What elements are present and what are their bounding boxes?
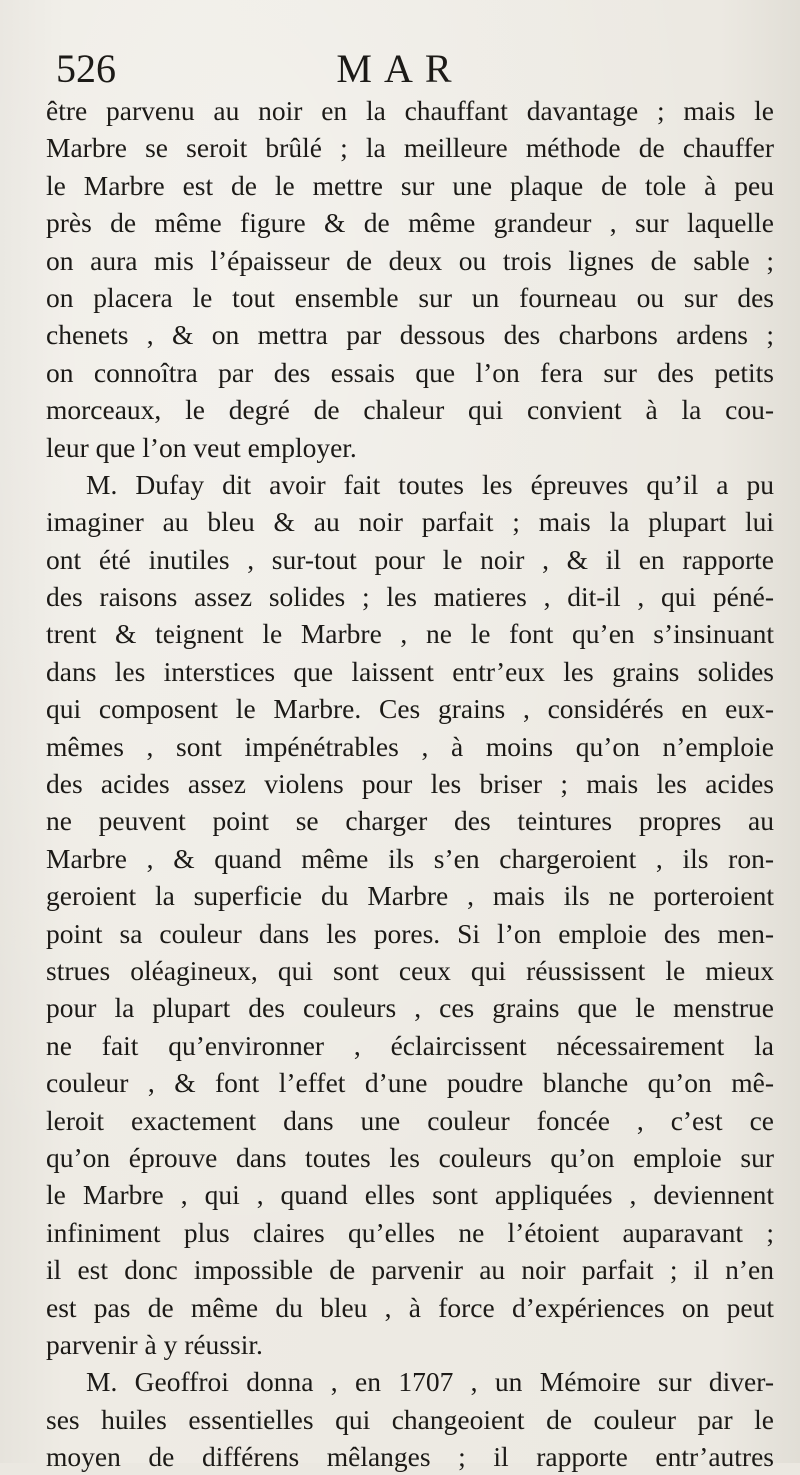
text-line: strues oléagineux, qui sont ceux qui réussissent le mieux	[46, 954, 774, 986]
text-line: ses huiles essentielles qui changeoient de couleur par le	[46, 1403, 774, 1435]
text-line: ne peuvent point se charger des teintures propres au	[46, 805, 774, 837]
running-head: MAR	[336, 46, 464, 91]
text-line: pour la plupart des couleurs , ces grains que le menstrue	[46, 992, 774, 1024]
text-line: trent & teignent le Marbre , ne le font qu’en s’insinuant	[46, 618, 774, 650]
text-line: dans les interstices que laissent entr’eux les grains solides	[46, 655, 774, 687]
text-line: chenets , & on mettra par dessous des charbons ardens ;	[46, 319, 774, 351]
page-number: 526	[56, 46, 116, 91]
text-line: on aura mis l’épaisseur de deux ou trois lignes de sable ;	[46, 244, 774, 276]
text-line: des acides assez violens pour les briser ; mais les acides	[46, 768, 774, 800]
text-line: le Marbre , qui , quand elles sont appliquées , deviennent	[46, 1179, 774, 1211]
body-text	[46, 92, 774, 1475]
page-header	[0, 44, 800, 94]
text-line: ne fait qu’environner , éclaircissent nécessairement la	[46, 1029, 774, 1061]
text-line: Marbre se seroit brûlé ; la meilleure méthode de chauffer	[46, 132, 774, 164]
text-line: ont été inutiles , sur-tout pour le noir , & il en rapporte	[46, 543, 774, 575]
text-line: point sa couleur dans les pores. Si l’on emploie des men-	[46, 917, 774, 949]
text-line: couleur , & font l’effet d’une poudre blanche qu’on mê-	[46, 1067, 774, 1099]
text-line: on placera le tout ensemble sur un fourneau ou sur des	[46, 281, 774, 313]
text-line: parvenir à y réussir.	[46, 1328, 263, 1360]
text-line: leroit exactement dans une couleur foncée , c’est ce	[46, 1104, 774, 1136]
text-line: le Marbre est de le mettre sur une plaque de tole à peu	[46, 169, 774, 201]
text-line: geroient la superficie du Marbre , mais ils ne porteroient	[46, 880, 774, 912]
text-line: Marbre , & quand même ils s’en chargeroient , ils ron-	[46, 842, 774, 874]
text-line: leur que l’on veut employer.	[46, 431, 357, 463]
text-line: on connoîtra par des essais que l’on fera sur des petits	[46, 356, 774, 388]
text-line: qui composent le Marbre. Ces grains , considérés en eux-	[46, 693, 774, 725]
text-line: morceaux, le degré de chaleur qui convient à la cou-	[46, 394, 774, 426]
text-line: moyen de différens mêlanges ; il rapporte entr’autres	[46, 1441, 774, 1473]
text-line: être parvenu au noir en la chauffant davantage ; mais le	[46, 95, 774, 126]
text-line: M. Geoffroi donna , en 1707 , un Mémoire sur diver-	[86, 1366, 774, 1398]
text-line: M. Dufay dit avoir fait toutes les épreuves qu’il a pu	[86, 468, 774, 500]
text-line: près de même figure & de même grandeur , sur laquelle	[46, 207, 774, 239]
text-line: des raisons assez solides ; les matieres , dit-il , qui péné-	[46, 581, 774, 613]
text-line: il est donc impossible de parvenir au noir parfait ; il n’en	[46, 1254, 774, 1286]
text-line: imaginer au bleu & au noir parfait ; mais la plupart lui	[46, 506, 774, 538]
text-line: mêmes , sont impénétrables , à moins qu’on n’emploie	[46, 730, 774, 762]
text-line: est pas de même du bleu , à force d’expériences on peut	[46, 1291, 774, 1323]
text-line: qu’on éprouve dans toutes les couleurs qu’on emploie sur	[46, 1141, 774, 1173]
text-line: infiniment plus claires qu’elles ne l’étoient auparavant ;	[46, 1216, 774, 1248]
